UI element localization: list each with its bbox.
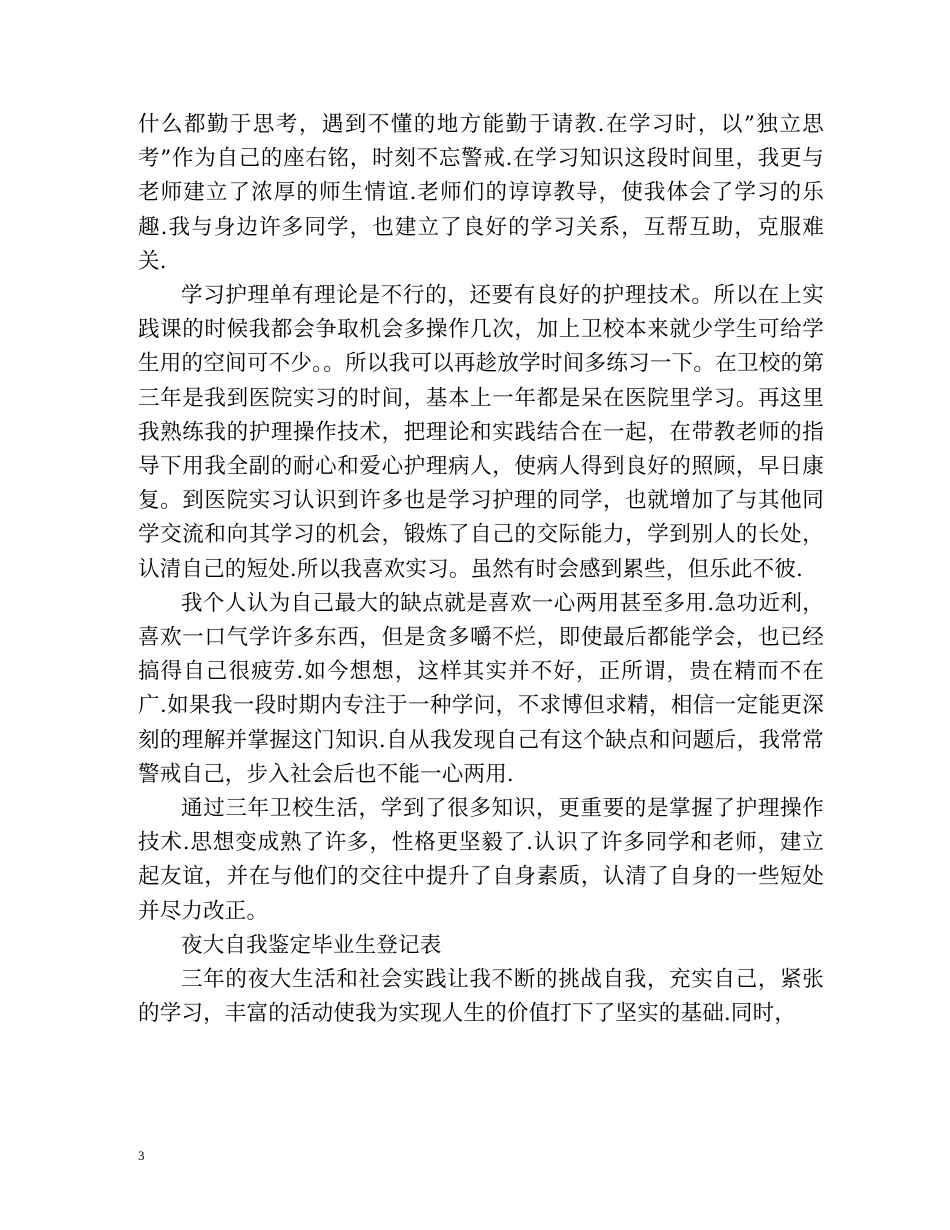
section-heading: 夜大自我鉴定毕业生登记表 bbox=[181, 932, 442, 958]
document-body bbox=[138, 108, 824, 1031]
paragraph-2: 学习护理单有理论是不行的，还要有良好的护理技术。所以在上实践课的时候我都会争取机会多操作几次，加上卫校本来就少学生可给学生用的空间可不少。。所以我可以再趁放学时间多练习一下。在卫校的第三年是我到医院实习的时间，基本上一年都是呆在医院里学习。再这里我熟练我的护理操作技术，把理论和实践结合在一起，在带教老师的指导下用我全副的耐心和爱心护理病人，使病人得到良好的照顾，早日康复。到医院实习认识到许多也是学习护理的同学，也就增加了与其他同学交流和向其学习的机会，锻炼了自己的交际能力，学到别人的长处，认清自己的短处.所以我喜欢实习。虽然有时会感到累些，但乐此不彼. bbox=[138, 283, 824, 582]
paragraph-5: 三年的夜大生活和社会实践让我不断的挑战自我，充实自己，紧张的学习，丰富的活动使我为实现人生的价值打下了坚实的基础.同时， bbox=[138, 967, 824, 1027]
paragraph-3: 我个人认为自己最大的缺点就是喜欢一心两用甚至多用.急功近利，喜欢一口气学许多东西，但是贪多嚼不烂，即使最后都能学会，也已经搞得自己很疲劳.如今想想，这样其实并不好，正所谓，贵在精而不在广.如果我一段时期内专注于一种学问，不求博但求精，相信一定能更深刻的理解并掌握这门知识.自从我发现自己有这个缺点和问题后，我常常警戒自己，步入社会后也不能一心两用. bbox=[138, 590, 824, 787]
paragraph-4: 通过三年卫校生活，学到了很多知识，更重要的是掌握了护理操作技术.思想变成熟了许多，性格更坚毅了.认识了许多同学和老师，建立起友谊，并在与他们的交往中提升了自身素质，认清了自身的一些短处并尽力改正。 bbox=[138, 796, 824, 924]
paragraph-1: 什么都勤于思考，遇到不懂的地方能勤于请教.在学习时，以”独立思考”作为自己的座右铭，时刻不忘警戒.在学习知识这段时间里，我更与老师建立了浓厚的师生情谊.老师们的谆谆教导，使我体会了学习的乐趣.我与身边许多同学，也建立了良好的学习关系，互帮互助，克服难关. bbox=[138, 112, 824, 274]
page-number: 3 bbox=[138, 1148, 145, 1163]
